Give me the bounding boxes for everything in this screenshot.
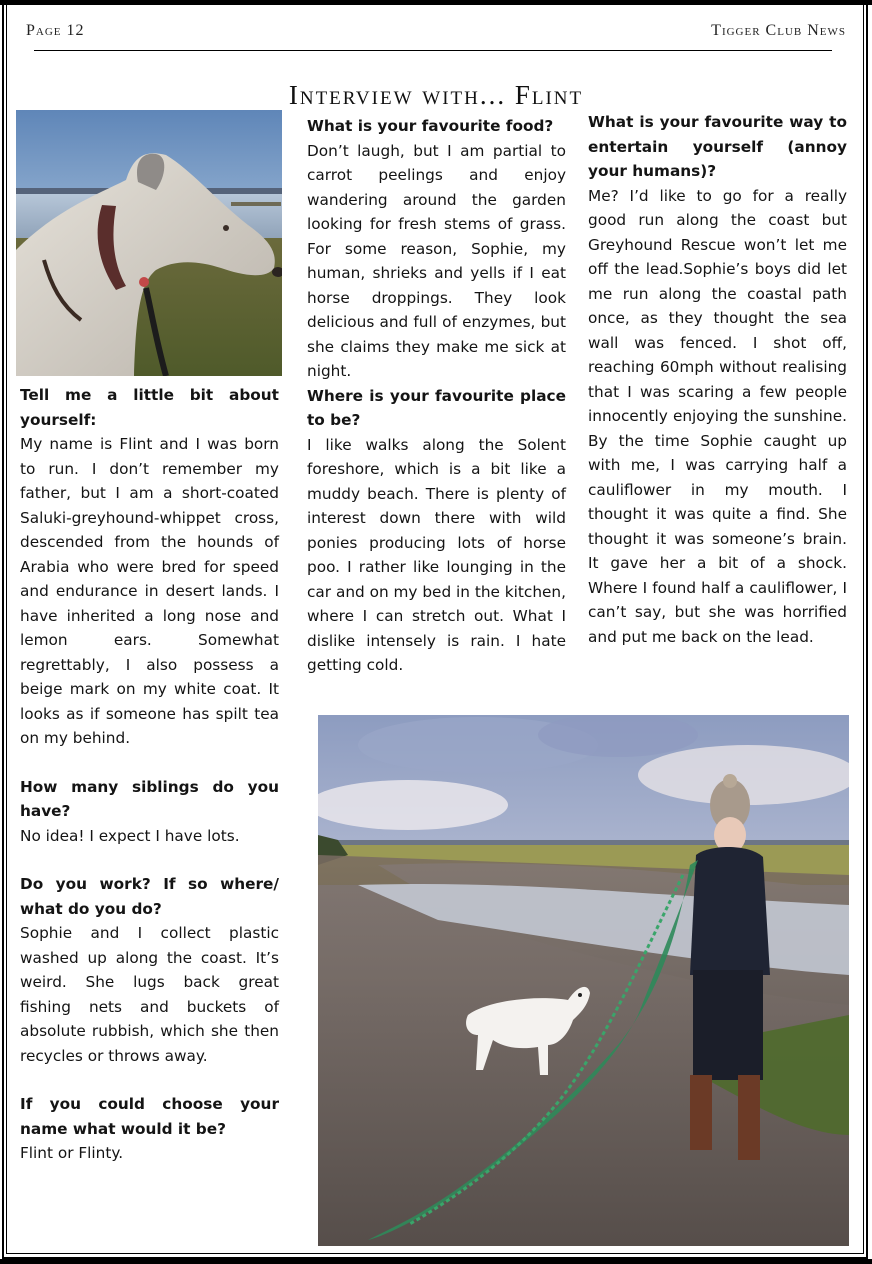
answer-siblings: No idea! I expect I have lots. <box>20 826 240 845</box>
page-number: Page 12 <box>26 22 85 39</box>
question-entertainment: What is your favourite way to entertain yourself (annoy your humans)? <box>588 113 847 180</box>
question-favourite-place: Where is your favourite place to be? <box>307 386 566 429</box>
flint-portrait-photo <box>16 110 282 376</box>
answer-entertainment: Me? I’d like to go for a really good run along the coast but Greyhound Rescue won’t let me off the lead.Sophie’s boys did let me run along the coastal path once, as they thought the sea wall was fenced. I shot off, reaching 60mph without realising that I was scaring a few people innocently enjoying the sunshine. By the time Sophie caught up with me, I was carrying half a cauliflower in my mouth. I thought it was quite a find. She thought it was someone’s brain. It gave her a bit of a shock. Where I found half a cauliflower, I can’t say, but she was horrified and put me back on the lead. <box>588 186 847 646</box>
question-work: Do you work? If so where/ what do you do? <box>20 875 279 918</box>
publication-name: Tigger Club News <box>711 22 846 39</box>
column-1 <box>20 383 279 1166</box>
article-title: Interview with... Flint <box>288 80 584 111</box>
beach-cleanup-photo <box>318 715 849 1246</box>
page-border-bottom <box>0 1259 872 1264</box>
question-about-yourself: Tell me a little bit about yourself: <box>20 386 279 429</box>
answer-favourite-food: Don’t laugh, but I am partial to carrot peelings and enjoy wandering around the garden looking for fresh stems of grass. For some reason, Sophie, my human, shrieks and yells if I eat horse droppings. They look delicious and full of enzymes, but she claims they make me sick at night. <box>307 141 566 380</box>
answer-about-yourself: My name is Flint and I was born to run. I don’t remember my father, but I am a short-coated Saluki-greyhound-whippet cross, descended from the hounds of Arabia who were bred for speed and endurance in desert lands. I have inherited a long nose and lemon ears. Somewhat regrettably, I also possess a beige mark on my white coat. It looks as if someone has spilt tea on my behind. <box>20 435 279 747</box>
answer-favourite-place: I like walks along the Solent foreshore, which is a bit like a muddy beach. There is plenty of interest down there with wild ponies producing lots of horse poo. I rather like lounging in the car and on my bed in the kitchen, where I can stretch out. What I dislike intensely is rain. I hate getting cold. <box>307 435 566 674</box>
column-2 <box>307 114 566 678</box>
answer-name-choice: Flint or Flinty. <box>20 1144 124 1162</box>
answer-work: Sophie and I collect plastic washed up along the coast. It’s weird. She lugs back great fishing nets and buckets of absolute rubbish, which she then recycles or throws away. <box>20 924 279 1065</box>
header-rule <box>34 50 832 51</box>
question-name-choice: If you could choose your name what would it be? <box>20 1095 279 1138</box>
column-3 <box>588 110 847 649</box>
question-siblings: How many siblings do you have? <box>20 777 279 820</box>
question-favourite-food: What is your favourite food? <box>307 117 554 135</box>
